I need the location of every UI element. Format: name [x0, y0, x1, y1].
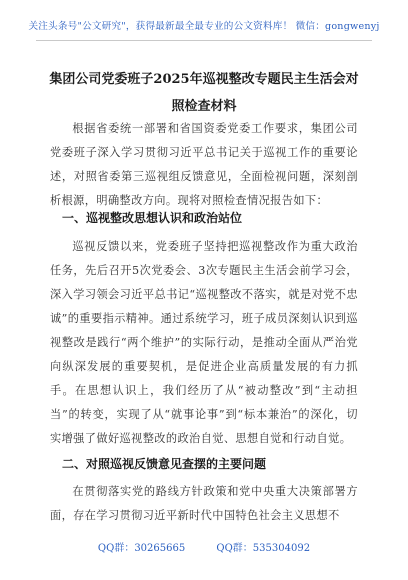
footer-qq-group-2: QQ群：535304092 [216, 543, 311, 554]
intro-paragraph: 根据省委统一部署和省国资委党委工作要求，集团公司党委班子深入学习贯彻习近平总书记关于巡视工作的重要论述，对照省委第三巡视组反馈意见，全面检视问题，深刻剖析根源，明确整改方向。现将对照检查情况报告如下： [50, 122, 358, 207]
document-title: 集团公司党委班子2025年巡视整改专题民主生活会对照检查材料 [49, 72, 359, 114]
section-1-body: 巡视反馈以来，党委班子坚持把巡视整改作为重大政治任务，先后召开5次党委会、3次专题民主生活会前学习会，深入学习领会习近平总书记“巡视整改不落实，就是对党不忠诚”的重要指示精神。通过系统学习，班子成员深刻认识到巡视整改是践行“两个维护”的实际行动，是推动全面从严治党向纵深发展的重要契机，是促进企业高质量发展的有力抓手。在思想认识上，我们经历了从“被动整改”到“主动担当”的转变，实现了从“就事论事”到“标本兼治”的深化，切实增强了做好巡视整改的政治自觉、思想自觉和行动自觉。 [50, 240, 358, 445]
header-divider [36, 40, 372, 41]
section-2-body: 在贯彻落实党的路线方针政策和党中央重大决策部署方面，存在学习贯彻习近平新时代中国特色社会主义思想不 [50, 485, 358, 522]
footer-qq-group-1: QQ群：30265665 [97, 543, 186, 554]
section-2-heading: 二、对照巡视反馈意见查摆的主要问题 [62, 457, 267, 471]
footer-contact [0, 539, 408, 554]
section-1-heading: 一、巡视整改思想认识和政治站位 [62, 211, 243, 225]
header-notice: 关注头条号"公文研究"，获得最新最全最专业的公文资料库！ 微信：gongwenyj [28, 21, 380, 32]
